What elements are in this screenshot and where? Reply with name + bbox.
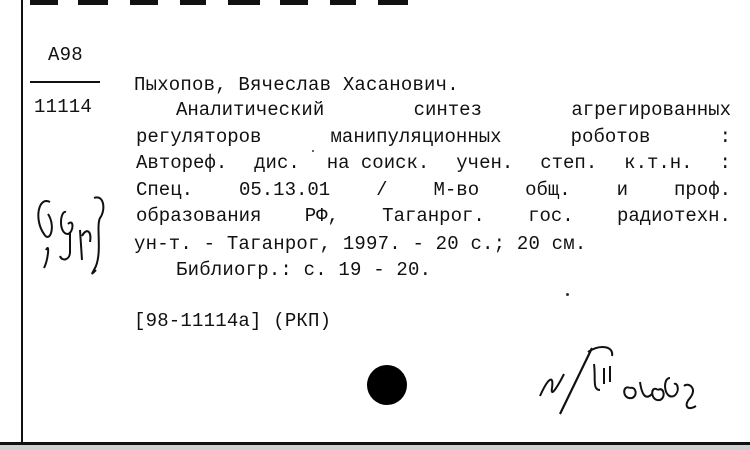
top-edge-marks: [0, 0, 750, 10]
handwritten-note-icon: [30, 190, 110, 280]
title-line-2: регуляторов манипуляционных роботов :: [136, 126, 731, 148]
title-line-5: образования РФ, Таганрог. гос. радиотехн.: [136, 205, 731, 227]
title-line-1: Аналитический синтез агрегированных: [176, 99, 731, 121]
bottom-edge: [0, 445, 750, 450]
title-line-3: Автореф. дис. на соиск. учен. степ. к.т.н. :: [136, 152, 731, 174]
title-line-4: Спец. 05.13.01 / М-во общ. и проф.: [136, 179, 731, 201]
left-border-line: [21, 0, 23, 450]
call-number-top: А98: [48, 44, 83, 66]
call-number-divider: [30, 81, 100, 83]
call-number-bottom: 11114: [34, 96, 93, 118]
record-id: [98-11114а] (РКП): [134, 310, 332, 332]
scan-speck: [566, 293, 569, 296]
bibliography-note: Библиогр.: с. 19 - 20.: [176, 259, 432, 281]
black-dot-icon: [367, 365, 407, 405]
author-heading: Пыхопов, Вячеслав Хасанович.: [134, 74, 459, 96]
handwritten-signature-icon: [530, 338, 720, 418]
scan-speck: [312, 150, 314, 152]
imprint-line: ун-т. - Таганрог, 1997. - 20 с.; 20 см.: [134, 233, 587, 255]
